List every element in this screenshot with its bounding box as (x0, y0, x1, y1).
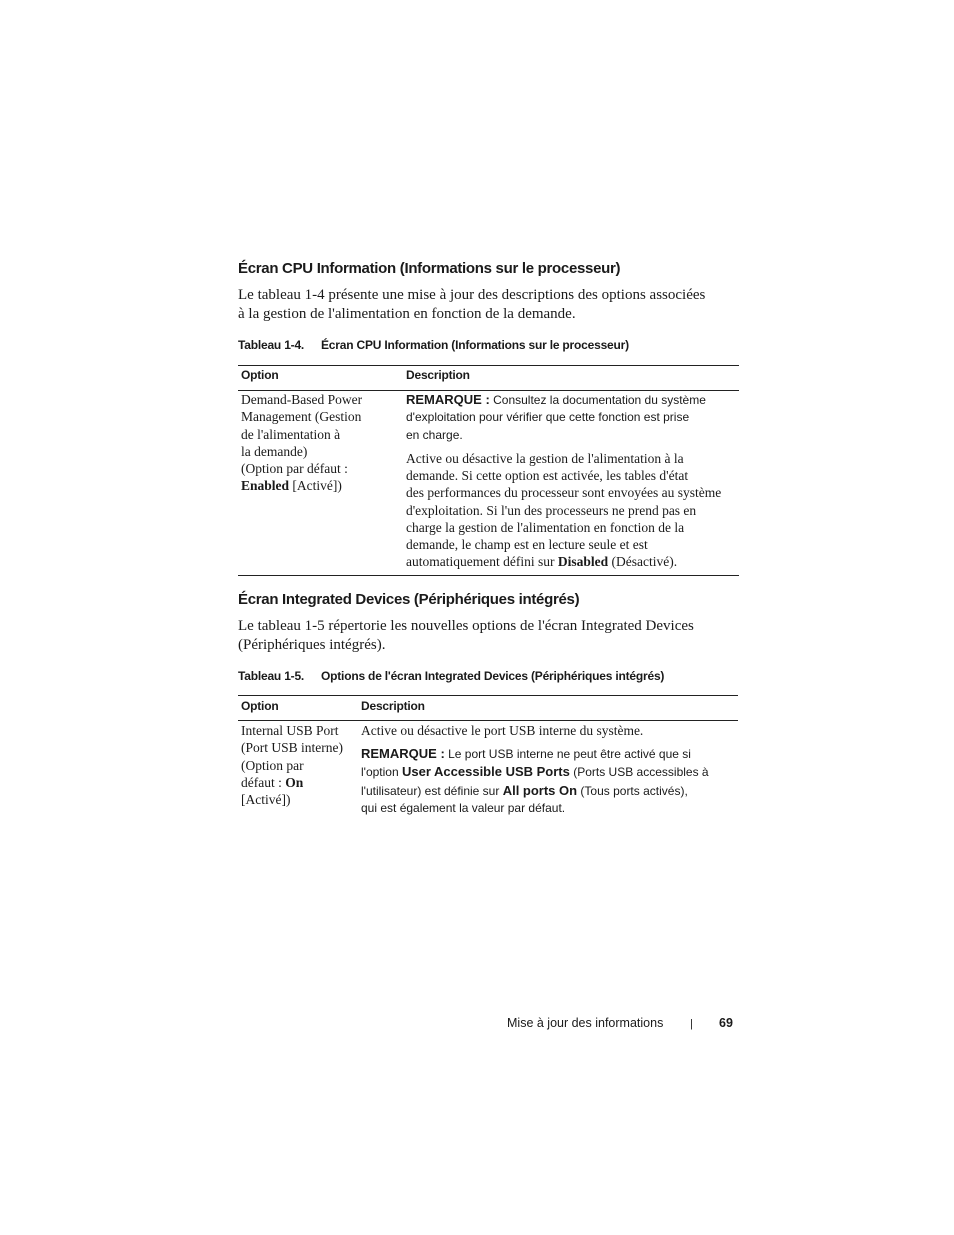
description-line (406, 553, 721, 570)
option-line: (Option par défaut : (241, 461, 348, 477)
note-text: (Ports USB accessibles à (569, 765, 709, 780)
note-text: l'utilisateur) est définie sur (361, 783, 503, 798)
table-caption-number: Tableau 1-4. (238, 338, 305, 352)
note-line: en charge. (406, 427, 463, 442)
description-line: charge la gestion de l'alimentation en fonction de la (406, 519, 685, 535)
note-text: Consultez la documentation du système (489, 393, 706, 407)
note-line (406, 391, 706, 409)
description-value-disabled: Disabled (557, 554, 609, 570)
option-default-value: On (285, 774, 304, 790)
page-number: 69 (719, 1016, 733, 1030)
table-cell-option (241, 722, 343, 808)
section-heading-integrated-devices: Écran Integrated Devices (Périphériques intégrés) (238, 591, 580, 608)
intro-line: (Périphériques intégrés). (238, 637, 386, 653)
note-option-name: User Accessible USB Ports (402, 764, 570, 780)
footer-separator: | (690, 1018, 693, 1030)
description-line: des performances du processeur sont envoyées au système (406, 485, 722, 501)
table-header-description: Description (361, 699, 425, 713)
note-line: d'exploitation pour vérifier que cette fonction est prise (406, 410, 690, 425)
option-line: (Port USB interne) (241, 740, 343, 756)
table-caption-title: Écran CPU Information (Informations sur le processeur) (321, 338, 629, 352)
table-cell-description (361, 722, 643, 739)
table-caption-1-4 (238, 338, 629, 352)
note-option-value: All ports On (502, 782, 578, 798)
table-header-description: Description (406, 368, 470, 382)
table-caption-number: Tableau 1-5. (238, 669, 305, 683)
note-line (361, 763, 709, 781)
option-line (241, 477, 362, 494)
description-text: (Désactivé). (608, 554, 678, 570)
note-text: l'option (361, 765, 402, 780)
description-line: d'exploitation. Si l'un des processeurs ne prend pas en (406, 502, 697, 518)
intro-text: Le tableau 1-5 répertorie les nouvelles options de l'écran (238, 618, 581, 634)
note-line (361, 745, 709, 763)
footer-section-title: Mise à jour des informations (507, 1016, 664, 1030)
table-header-rule (238, 720, 738, 721)
intro-emphasis: Integrated Devices (581, 618, 694, 634)
section-intro-cpu (238, 286, 738, 324)
option-line: [Activé]) (241, 792, 291, 808)
table-caption-title: Options de l'écran Integrated Devices (Périphériques intégrés) (321, 669, 665, 683)
note-text: (Tous ports activés), (577, 783, 688, 798)
table-cell-option (241, 391, 362, 495)
description-line: Active ou désactive le port USB interne du système. (361, 723, 644, 738)
option-line: Demand-Based Power (241, 392, 363, 407)
table-header-option: Option (241, 699, 279, 713)
note-line (361, 782, 709, 800)
note-label: REMARQUE : (406, 392, 490, 407)
table-cell-description (406, 450, 721, 570)
note-line: qui est également la valeur par défaut. (361, 800, 566, 815)
option-line: Management (Gestion (241, 409, 362, 425)
table-bottom-rule (238, 575, 739, 576)
option-line (241, 774, 343, 791)
table-caption-1-5 (238, 669, 664, 683)
option-line: de l'alimentation à (241, 426, 341, 442)
intro-line: à la gestion de l'alimentation en fonction de la demande. (238, 306, 576, 322)
section-heading-cpu-information: Écran CPU Information (Informations sur le processeur) (238, 260, 621, 277)
option-default-label: défaut : (241, 774, 286, 790)
description-line: Active ou désactive la gestion de l'alimentation à la (406, 451, 684, 466)
option-line: la demande) (241, 443, 308, 459)
table-header-option: Option (241, 368, 279, 382)
note-text: Le port USB interne ne peut être activé que si (444, 747, 691, 761)
description-line: demande. Si cette option est activée, les tables d'état (406, 468, 689, 484)
note-label: REMARQUE : (361, 746, 445, 761)
option-line: Internal USB Port (241, 723, 339, 738)
intro-line (238, 617, 738, 636)
section-intro-integrated-devices (238, 617, 738, 655)
intro-line: Le tableau 1-4 présente une mise à jour des descriptions des options associées (238, 287, 706, 303)
table-cell-note (406, 391, 706, 444)
description-text: automatiquement défini sur (406, 554, 558, 570)
description-line: demande, le champ est en lecture seule et est (406, 537, 648, 553)
option-default-value: Enabled (241, 478, 290, 494)
table-top-rule (238, 365, 739, 366)
table-cell-note (361, 745, 709, 817)
option-default-rest: [Activé]) (289, 478, 342, 494)
table-top-rule (238, 695, 738, 696)
option-line: (Option par (241, 757, 304, 773)
